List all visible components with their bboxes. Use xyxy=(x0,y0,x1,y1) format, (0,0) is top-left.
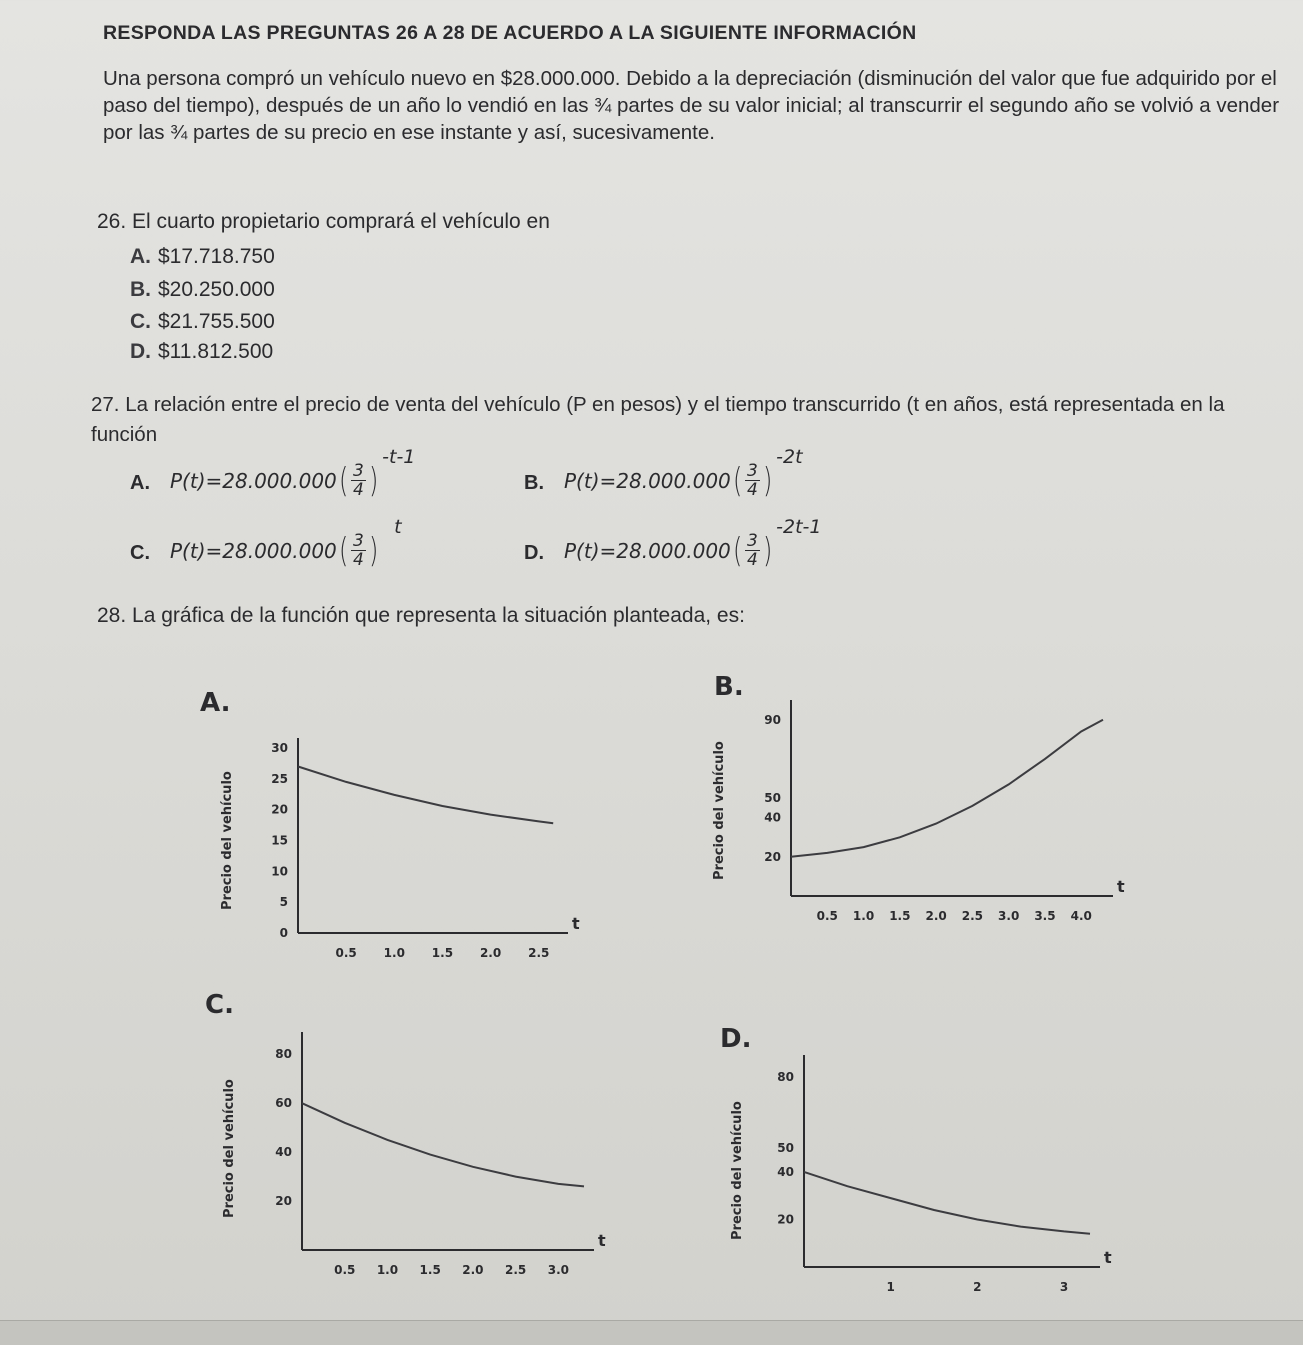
x-tick-label: 2.5 xyxy=(505,1263,527,1277)
series-line xyxy=(302,1103,584,1186)
fraction-numerator: 3 xyxy=(747,461,758,481)
q27-option-a[interactable] xyxy=(130,446,416,501)
right-paren: ) xyxy=(762,530,773,571)
y-tick-label: 40 xyxy=(777,1164,794,1179)
x-tick-label: 2.5 xyxy=(961,909,984,923)
x-axis-label: t xyxy=(572,914,580,933)
graph-d[interactable] xyxy=(760,1055,1110,1335)
fraction xyxy=(745,462,760,499)
q27-option-b[interactable] xyxy=(524,446,803,501)
y-tick-label: 20 xyxy=(777,1212,794,1227)
problem-statement: Una persona compró un vehículo nuevo en $28.000.000. Debido a la depreciación (disminución del valor que fue adquirido por el paso del tiempo), después de un año lo vendió en las ¾ partes de su valor inicial; al transcurrir el segundo año se volvió a vender por las ¾ partes de su precio en ese instante y así, sucesivamente. xyxy=(103,67,1280,144)
graph-canvas xyxy=(260,1020,620,1320)
question-26: 26. El cuarto propietario comprará el vehículo en xyxy=(97,210,550,233)
x-tick-label: 1.0 xyxy=(376,1263,399,1277)
y-tick-label: 30 xyxy=(271,741,288,755)
x-tick-label: 1.5 xyxy=(889,909,911,923)
x-tick-label: 3.5 xyxy=(1034,909,1056,923)
graph-b[interactable] xyxy=(745,700,1145,975)
option-text: $11.812.500 xyxy=(158,340,274,363)
graph-a[interactable] xyxy=(240,730,660,1000)
option-letter: C. xyxy=(130,542,150,564)
right-paren: ) xyxy=(368,530,379,571)
x-tick-label: 0.5 xyxy=(816,909,838,923)
left-paren: ( xyxy=(732,530,743,571)
series-line xyxy=(804,1172,1090,1234)
q26-option-a[interactable] xyxy=(130,245,275,269)
x-tick-label: 2.0 xyxy=(462,1263,484,1277)
option-letter: B. xyxy=(130,278,151,301)
graph-c-label[interactable]: C. xyxy=(205,990,234,1020)
y-tick-label: 80 xyxy=(275,1047,292,1062)
x-tick-label: 3.0 xyxy=(547,1263,569,1277)
x-tick-label: 0.5 xyxy=(334,1263,356,1277)
y-tick-label: 20 xyxy=(271,802,288,817)
right-paren: ) xyxy=(368,460,379,501)
fraction-numerator: 3 xyxy=(747,531,758,551)
formula-expression xyxy=(170,462,380,499)
left-paren: ( xyxy=(338,460,349,501)
fraction xyxy=(351,532,366,569)
y-tick-label: 50 xyxy=(777,1141,794,1156)
x-tick-label: 1 xyxy=(886,1280,895,1294)
q26-option-d[interactable] xyxy=(130,340,273,364)
graph-a-ylabel: Precio del vehículo xyxy=(220,771,235,910)
graph-b-label[interactable]: B. xyxy=(714,672,744,702)
y-tick-label: 80 xyxy=(777,1069,794,1084)
x-tick-label: 1.0 xyxy=(852,909,875,923)
right-paren: ) xyxy=(762,460,773,501)
option-text: $20.250.000 xyxy=(158,278,275,301)
fraction-denominator: 4 xyxy=(747,480,758,500)
series-line xyxy=(298,767,553,824)
y-tick-label: 0 xyxy=(279,926,288,940)
y-tick-label: 5 xyxy=(279,895,288,910)
fraction-denominator: 4 xyxy=(747,550,758,570)
y-tick-label: 40 xyxy=(275,1145,292,1160)
page-bottom-edge xyxy=(0,1320,1303,1345)
x-tick-label: 1.5 xyxy=(431,946,454,960)
x-tick-label: 1.5 xyxy=(419,1263,441,1277)
y-tick-label: 15 xyxy=(271,833,288,848)
y-tick-label: 25 xyxy=(271,771,288,786)
y-tick-label: 20 xyxy=(275,1194,292,1209)
x-axis-label: t xyxy=(1104,1248,1112,1267)
option-letter: A. xyxy=(130,472,150,494)
graph-a-label[interactable]: A. xyxy=(200,688,231,718)
option-letter: A. xyxy=(130,245,151,268)
graph-c[interactable] xyxy=(260,1020,620,1320)
left-paren: ( xyxy=(338,530,349,571)
graph-canvas xyxy=(240,730,660,1000)
series-line xyxy=(791,720,1103,857)
x-tick-label: 4.0 xyxy=(1070,909,1092,923)
x-axis-label: t xyxy=(1117,877,1125,896)
formula-lhs: P(t)=28.000.000 xyxy=(564,468,731,493)
fraction xyxy=(745,532,760,569)
x-tick-label: 2.0 xyxy=(479,946,502,960)
formula-lhs: P(t)=28.000.000 xyxy=(564,538,731,563)
x-tick-label: 1.0 xyxy=(383,946,405,960)
fraction-numerator: 3 xyxy=(353,461,364,481)
option-letter: C. xyxy=(130,310,151,333)
fraction-denominator: 4 xyxy=(353,480,364,500)
q26-option-b[interactable] xyxy=(130,278,275,302)
formula-exponent: t xyxy=(394,516,402,538)
x-axis-label: t xyxy=(598,1231,606,1250)
left-paren: ( xyxy=(732,460,743,501)
y-tick-label: 20 xyxy=(764,849,781,864)
formula-expression xyxy=(564,462,774,499)
option-text: $21.755.500 xyxy=(158,310,275,333)
formula-exponent: -t-1 xyxy=(382,446,416,468)
graph-canvas xyxy=(760,1055,1110,1335)
fraction-numerator: 3 xyxy=(353,531,364,551)
option-letter: B. xyxy=(524,472,544,494)
q27-option-c[interactable] xyxy=(130,516,402,571)
formula-exponent: -2t-1 xyxy=(776,516,822,538)
instructions-heading: RESPONDA LAS PREGUNTAS 26 A 28 DE ACUERDO A LA SIGUIENTE INFORMACIÓN xyxy=(103,22,917,44)
y-tick-label: 40 xyxy=(764,810,781,825)
option-letter: D. xyxy=(524,542,544,564)
graph-d-label[interactable]: D. xyxy=(720,1024,752,1054)
y-tick-label: 50 xyxy=(764,791,781,806)
graph-c-ylabel: Precio del vehículo xyxy=(222,1079,237,1218)
x-tick-label: 2 xyxy=(973,1280,982,1294)
y-tick-label: 60 xyxy=(275,1096,292,1111)
question-27: 27. La relación entre el precio de venta del vehículo (P en pesos) y el tiempo transcurrido (t en años, está representada en la función xyxy=(91,393,1225,446)
x-tick-label: 0.5 xyxy=(335,946,357,960)
q27-option-d[interactable] xyxy=(524,516,822,571)
q26-option-c[interactable] xyxy=(130,310,275,334)
y-tick-label: 10 xyxy=(271,864,288,879)
x-tick-label: 3 xyxy=(1059,1280,1069,1294)
option-letter: D. xyxy=(130,340,151,363)
option-text: $17.718.750 xyxy=(158,245,275,268)
formula-lhs: P(t)=28.000.000 xyxy=(170,538,337,563)
formula-expression xyxy=(170,532,380,569)
y-tick-label: 90 xyxy=(764,712,781,727)
fraction-denominator: 4 xyxy=(353,550,364,570)
x-tick-label: 3.0 xyxy=(998,909,1020,923)
question-28: 28. La gráfica de la función que representa la situación planteada, es: xyxy=(97,604,745,627)
graph-b-ylabel: Precio del vehículo xyxy=(712,741,727,880)
formula-expression xyxy=(564,532,774,569)
formula-exponent: -2t xyxy=(776,446,803,468)
x-tick-label: 2.0 xyxy=(925,909,947,923)
fraction xyxy=(351,462,366,499)
formula-lhs: P(t)=28.000.000 xyxy=(170,468,337,493)
graph-d-ylabel: Precio del vehículo xyxy=(730,1101,745,1240)
x-tick-label: 2.5 xyxy=(528,946,550,960)
graph-canvas xyxy=(745,700,1145,975)
